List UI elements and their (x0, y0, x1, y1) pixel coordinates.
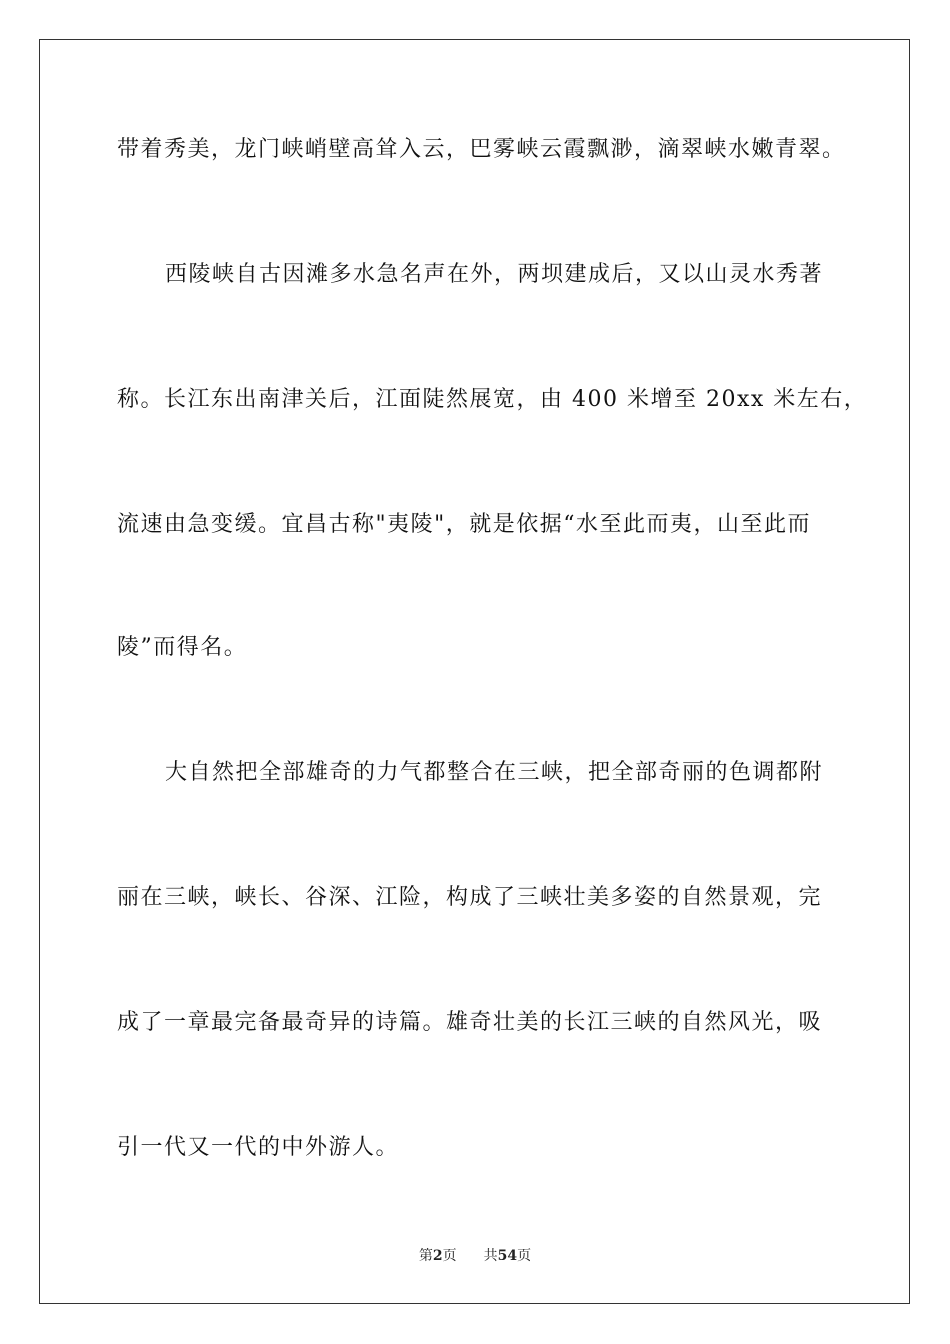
page-suffix: 页 (442, 1248, 457, 1264)
total-prefix: 共 (483, 1248, 498, 1264)
paragraph-line: 陵”而得名。 (117, 635, 248, 660)
page-border (39, 39, 910, 1304)
total-indicator (484, 1246, 531, 1266)
page-footer (0, 1246, 950, 1266)
paragraph-line: 流速由急变缓。宜昌古称"夷陵"，就是依据“水至此而夷，山至此而 (117, 512, 811, 537)
page-number: 2 (432, 1248, 443, 1264)
paragraph-line: 成了一章最完备最奇异的诗篇。雄奇壮美的长江三峡的自然风光，吸 (117, 1010, 823, 1035)
page-prefix: 第 (418, 1248, 433, 1264)
paragraph-line: 带着秀美，龙门峡峭壁高耸入云，巴雾峡云霞飘渺，滴翠峡水嫩青翠。 (117, 137, 846, 162)
paragraph-line: 大自然把全部雄奇的力气都整合在三峡，把全部奇丽的色调都附 (165, 760, 824, 785)
total-pages: 54 (497, 1248, 518, 1264)
page-indicator (419, 1246, 457, 1266)
total-suffix: 页 (517, 1248, 532, 1264)
paragraph-line: 西陵峡自古因滩多水急名声在外，两坝建成后，又以山灵水秀著 (165, 262, 824, 287)
paragraph-line: 丽在三峡，峡长、谷深、江险，构成了三峡壮美多姿的自然景观，完 (117, 885, 823, 910)
paragraph-line: 引一代又一代的中外游人。 (117, 1135, 400, 1160)
paragraph-line: 称。长江东出南津关后，江面陡然展宽，由 400 米增至 20xx 米左右， (117, 387, 868, 412)
